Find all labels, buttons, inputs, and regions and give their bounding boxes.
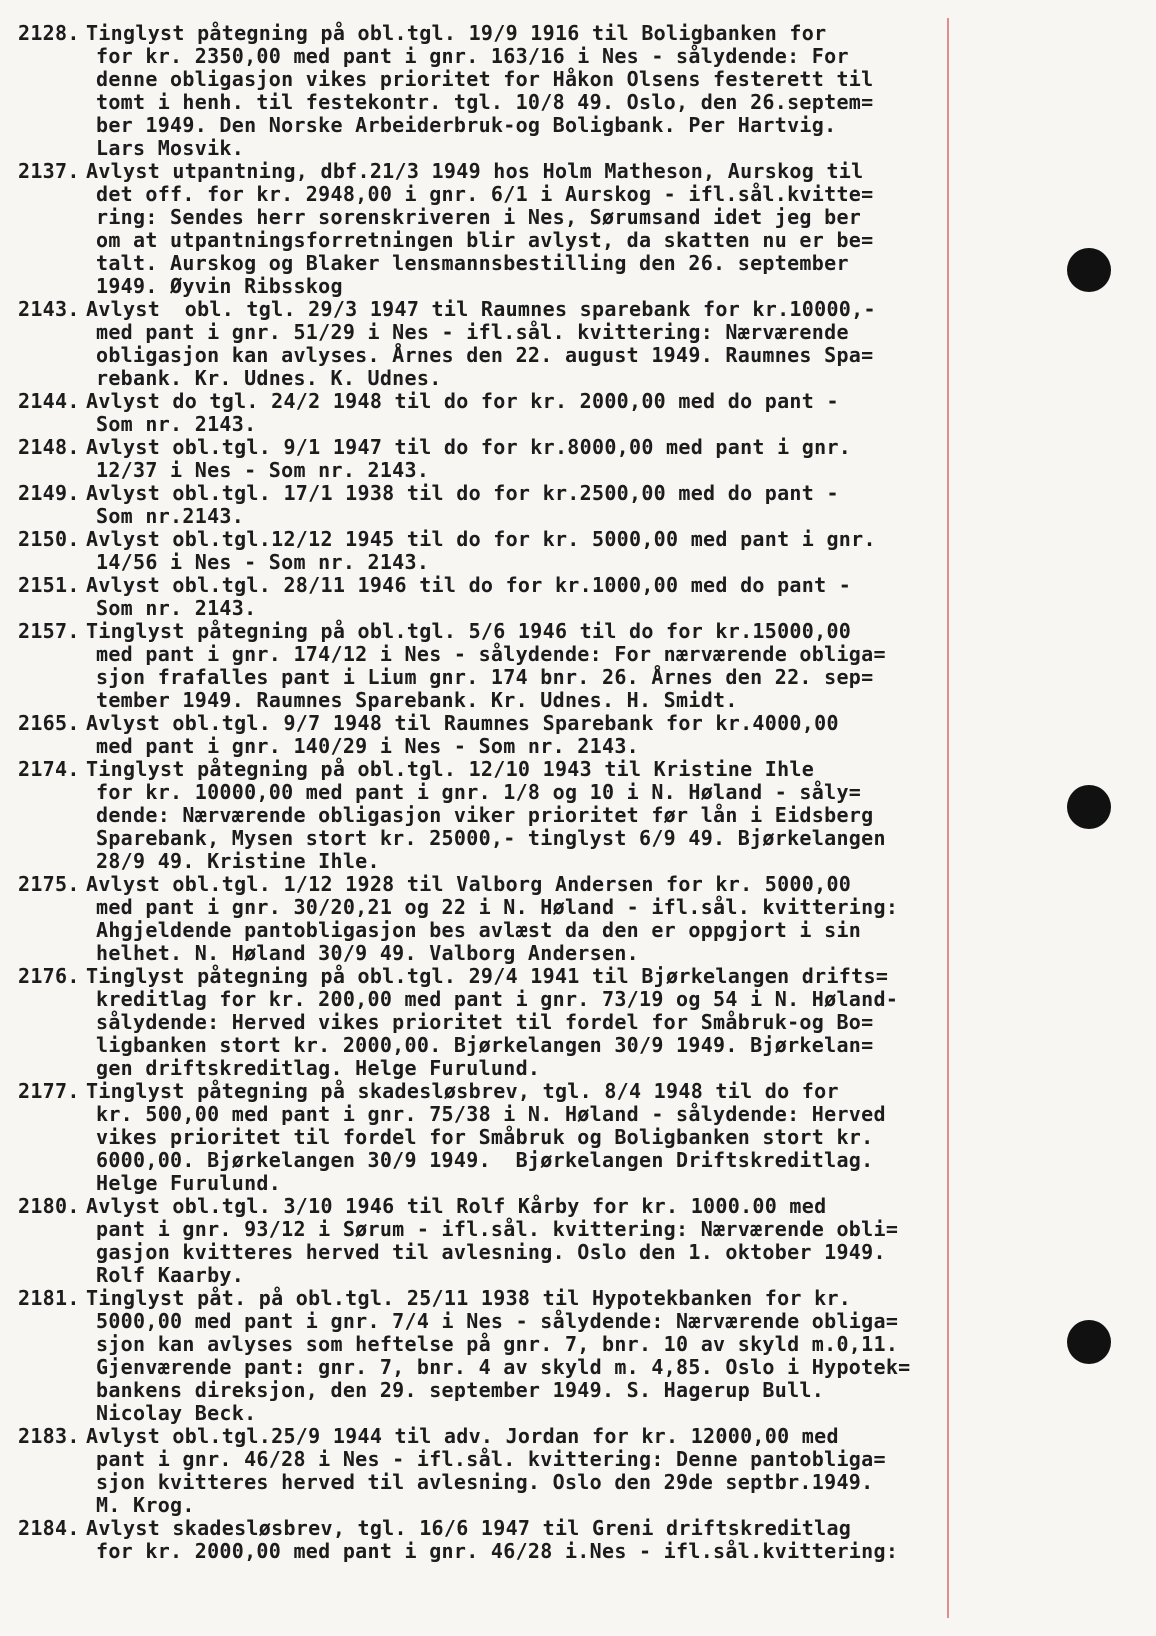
register-entry [18, 574, 1008, 620]
entry-text-line: tomt i henh. til festekontr. tgl. 10/8 49. Oslo, den 26.septem= [96, 90, 874, 114]
entry-text-line: kr. 500,00 med pant i gnr. 75/38 i N. Høland - sålydende: Herved [96, 1102, 886, 1126]
entry-text-line: Tinglyst påtegning på obl.tgl. 12/10 1943 til Kristine Ihle [86, 757, 815, 781]
entry-text-line: kreditlag for kr. 200,00 med pant i gnr. 73/19 og 54 i N. Høland- [96, 987, 899, 1011]
register-entry [18, 1425, 1008, 1517]
register-entry [18, 298, 1008, 390]
register-entry [18, 965, 1008, 1080]
entry-number: 2144. [18, 389, 80, 413]
entry-number: 2184. [18, 1516, 80, 1540]
entry-number: 2149. [18, 481, 80, 505]
entry-text-line: gasjon kvitteres herved til avlesning. Oslo den 1. oktober 1949. [96, 1240, 886, 1264]
entry-number: 2176. [18, 964, 80, 988]
entry-text-line: Avlyst obl.tgl. 28/11 1946 til do for kr.1000,00 med do pant - [86, 573, 852, 597]
register-entry [18, 873, 1008, 965]
entry-text-line: Avlyst obl.tgl. 17/1 1938 til do for kr.2500,00 med do pant - [86, 481, 839, 505]
entry-text-line: gen driftskreditlag. Helge Furulund. [96, 1056, 541, 1080]
entry-text-line: rebank. Kr. Udnes. K. Udnes. [96, 366, 442, 390]
entry-text-line: obligasjon kan avlyses. Årnes den 22. august 1949. Raumnes Spa= [96, 343, 874, 367]
entry-text-line: Som nr. 2143. [96, 596, 257, 620]
entry-text-line: Tinglyst påtegning på skadesløsbrev, tgl. 8/4 1948 til do for [86, 1079, 839, 1103]
entry-text-line: det off. for kr. 2948,00 i gnr. 6/1 i Aurskog - ifl.sål.kvitte= [96, 182, 874, 206]
register-entry [18, 1287, 1008, 1425]
entry-text-line: dende: Nærværende obligasjon viker prioritet før lån i Eidsberg [96, 803, 874, 827]
entry-number: 2151. [18, 573, 80, 597]
register-entry [18, 1080, 1008, 1195]
entry-text-line: Gjenværende pant: gnr. 7, bnr. 4 av skyld m. 4,85. Oslo i Hypotek= [96, 1355, 911, 1379]
entry-text-line: Som nr. 2143. [96, 412, 257, 436]
register-entry [18, 1195, 1008, 1287]
entry-text-line: ligbanken stort kr. 2000,00. Bjørkelangen 30/9 1949. Bjørkelan= [96, 1033, 874, 1057]
entry-text-line: vikes prioritet til fordel for Småbruk og Boligbanken stort kr. [96, 1125, 874, 1149]
entry-text-line: 28/9 49. Kristine Ihle. [96, 849, 380, 873]
register-entry [18, 1517, 1008, 1563]
entry-text-line: for kr. 2000,00 med pant i gnr. 46/28 i.Nes - ifl.sål.kvittering: [96, 1539, 899, 1563]
entry-text-line: helhet. N. Høland 30/9 49. Valborg Andersen. [96, 941, 640, 965]
entry-text-line: M. Krog. [96, 1493, 195, 1517]
register-entry [18, 160, 1008, 298]
entry-text-line: Tinglyst påtegning på obl.tgl. 19/9 1916 til Boligbanken for [86, 21, 827, 45]
register-entry [18, 390, 1008, 436]
entry-number: 2150. [18, 527, 80, 551]
punch-hole [1067, 785, 1111, 829]
register-entry [18, 482, 1008, 528]
entry-text-line: pant i gnr. 46/28 i Nes - ifl.sål. kvittering: Denne pantobliga= [96, 1447, 886, 1471]
entry-number: 2174. [18, 757, 80, 781]
entry-number: 2143. [18, 297, 80, 321]
entry-text-line: for kr. 2350,00 med pant i gnr. 163/16 i Nes - sålydende: For [96, 44, 849, 68]
entry-text-line: bankens direksjon, den 29. september 1949. S. Hagerup Bull. [96, 1378, 825, 1402]
entry-text-line: 1949. Øyvin Ribsskog [96, 274, 343, 298]
entry-text-line: Avlyst skadesløsbrev, tgl. 16/6 1947 til Greni driftskreditlag [86, 1516, 852, 1540]
register-entry [18, 22, 1008, 160]
entry-number: 2180. [18, 1194, 80, 1218]
register-entry [18, 620, 1008, 712]
entry-number: 2165. [18, 711, 80, 735]
register-entry [18, 436, 1008, 482]
entry-text-line: 6000,00. Bjørkelangen 30/9 1949. Bjørkelangen Driftskreditlag. [96, 1148, 874, 1172]
entry-number: 2181. [18, 1286, 80, 1310]
entry-text-line: med pant i gnr. 51/29 i Nes - ifl.sål. kvittering: Nærværende [96, 320, 849, 344]
entry-text-line: for kr. 10000,00 med pant i gnr. 1/8 og 10 i N. Høland - såly= [96, 780, 862, 804]
entry-text-line: Avlyst obl. tgl. 29/3 1947 til Raumnes sparebank for kr.10000,- [86, 297, 876, 321]
punch-hole [1067, 1320, 1111, 1364]
entry-text-line: Helge Furulund. [96, 1171, 282, 1195]
entry-text-line: Tinglyst påt. på obl.tgl. 25/11 1938 til Hypotekbanken for kr. [86, 1286, 852, 1310]
entry-text-line: tember 1949. Raumnes Sparebank. Kr. Udnes. H. Smidt. [96, 688, 738, 712]
entry-text-line: Lars Mosvik. [96, 136, 245, 160]
entry-text-line: Avlyst obl.tgl. 3/10 1946 til Rolf Kårby for kr. 1000.00 med [86, 1194, 827, 1218]
entry-text-line: ber 1949. Den Norske Arbeiderbruk-og Boligbank. Per Hartvig. [96, 113, 837, 137]
entry-text-line: Som nr.2143. [96, 504, 245, 528]
register-entry [18, 758, 1008, 873]
entry-text-line: denne obligasjon vikes prioritet for Håkon Olsens festerett til [96, 67, 874, 91]
entry-text-line: Avlyst obl.tgl. 9/1 1947 til do for kr.8000,00 med pant i gnr. [86, 435, 852, 459]
entry-text-line: sålydende: Herved vikes prioritet til fordel for Småbruk-og Bo= [96, 1010, 874, 1034]
entry-text-line: med pant i gnr. 174/12 i Nes - sålydende: For nærværende obliga= [96, 642, 886, 666]
entry-text-line: Ahgjeldende pantobligasjon bes avlæst da den er oppgjort i sin [96, 918, 862, 942]
entry-text-line: med pant i gnr. 30/20,21 og 22 i N. Høland - ifl.sål. kvittering: [96, 895, 899, 919]
register-entry [18, 528, 1008, 574]
entry-text-line: sjon frafalles pant i Lium gnr. 174 bnr. 26. Årnes den 22. sep= [96, 665, 874, 689]
entry-text-line: med pant i gnr. 140/29 i Nes - Som nr. 2143. [96, 734, 640, 758]
entry-number: 2137. [18, 159, 80, 183]
entry-text-line: Tinglyst påtegning på obl.tgl. 29/4 1941 til Bjørkelangen drifts= [86, 964, 889, 988]
entry-text-line: Avlyst obl.tgl. 9/7 1948 til Raumnes Sparebank for kr.4000,00 [86, 711, 839, 735]
entry-number: 2175. [18, 872, 80, 896]
entry-text-line: 12/37 i Nes - Som nr. 2143. [96, 458, 430, 482]
entry-text-line: pant i gnr. 93/12 i Sørum - ifl.sål. kvittering: Nærværende obli= [96, 1217, 899, 1241]
entry-number: 2183. [18, 1424, 80, 1448]
entry-text-line: Avlyst obl.tgl.12/12 1945 til do for kr. 5000,00 med pant i gnr. [86, 527, 876, 551]
register-entry [18, 712, 1008, 758]
entry-text-line: om at utpantningsforretningen blir avlyst, da skatten nu er be= [96, 228, 874, 252]
entry-number: 2148. [18, 435, 80, 459]
entry-number: 2128. [18, 21, 80, 45]
entry-text-line: Avlyst utpantning, dbf.21/3 1949 hos Holm Matheson, Aurskog til [86, 159, 864, 183]
entry-text-line: sjon kvitteres herved til avlesning. Oslo den 29de septbr.1949. [96, 1470, 874, 1494]
entry-text-line: Rolf Kaarby. [96, 1263, 245, 1287]
entry-text-line: 5000,00 med pant i gnr. 7/4 i Nes - sålydende: Nærværende obliga= [96, 1309, 899, 1333]
entry-text-line: Avlyst do tgl. 24/2 1948 til do for kr. 2000,00 med do pant - [86, 389, 839, 413]
entry-text-line: Avlyst obl.tgl. 1/12 1928 til Valborg Andersen for kr. 5000,00 [86, 872, 852, 896]
entry-text-line: Sparebank, Mysen stort kr. 25000,- tinglyst 6/9 49. Bjørkelangen [96, 826, 886, 850]
entry-text-line: Nicolay Beck. [96, 1401, 257, 1425]
entry-text-line: sjon kan avlyses som heftelse på gnr. 7, bnr. 10 av skyld m.0,11. [96, 1332, 899, 1356]
entry-text-line: Tinglyst påtegning på obl.tgl. 5/6 1946 til do for kr.15000,00 [86, 619, 852, 643]
register-entries [18, 22, 1008, 1563]
entry-text-line: talt. Aurskog og Blaker lensmannsbestilling den 26. september [96, 251, 849, 275]
entry-text-line: 14/56 i Nes - Som nr. 2143. [96, 550, 430, 574]
entry-number: 2157. [18, 619, 80, 643]
entry-number: 2177. [18, 1079, 80, 1103]
entry-text-line: ring: Sendes herr sorenskriveren i Nes, Sørumsand idet jeg ber [96, 205, 862, 229]
entry-text-line: Avlyst obl.tgl.25/9 1944 til adv. Jordan for kr. 12000,00 med [86, 1424, 839, 1448]
punch-hole [1067, 248, 1111, 292]
